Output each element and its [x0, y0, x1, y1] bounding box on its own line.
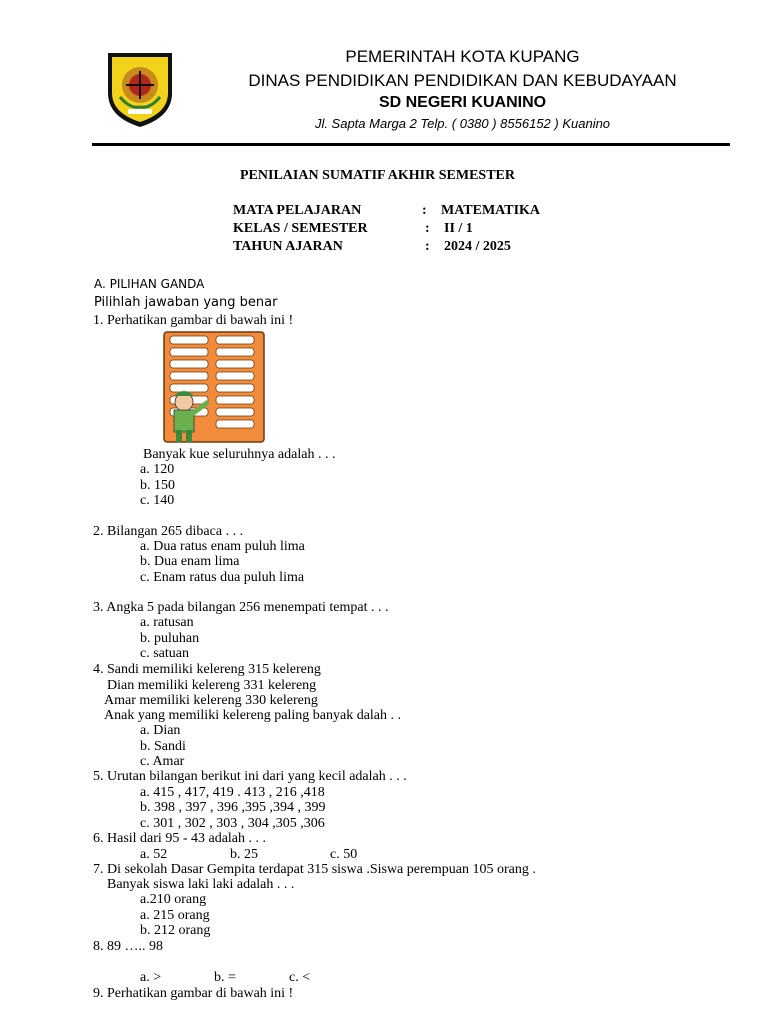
q8-option-a: a. > [140, 970, 162, 985]
q4-option-b: b. Sandi [140, 739, 186, 754]
field-label-subject: MATA PELAJARAN [233, 203, 362, 218]
question-4-line: Anak yang memiliki kelereng paling banyak dalah . . [104, 708, 402, 723]
exam-title: PENILAIAN SUMATIF AKHIR SEMESTER [240, 168, 515, 183]
q3-option-c: c. satuan [140, 646, 189, 661]
field-label-year: TAHUN AJARAN [233, 239, 343, 254]
q1-option-a: a. 120 [140, 462, 175, 477]
q6-option-a: a. 52 [140, 847, 168, 862]
q4-option-a: a. Dian [140, 723, 181, 738]
q6-option-c: c. 50 [330, 847, 358, 862]
question-9-stem: 9. Perhatikan gambar di bawah ini ! [93, 986, 294, 1001]
q6-option-b: b. 25 [230, 847, 258, 862]
q8-option-c: c. < [289, 970, 311, 985]
q2-option-a: a. Dua ratus enam puluh lima [140, 539, 305, 554]
field-label-class: KELAS / SEMESTER [233, 221, 368, 236]
section-title: A. PILIHAN GANDA [94, 277, 205, 291]
question-4-line: Dian memiliki kelereng 331 kelereng [107, 678, 317, 693]
field-colon: : [425, 221, 430, 236]
q5-option-b: b. 398 , 397 , 396 ,395 ,394 , 399 [140, 800, 326, 815]
question-5-stem: 5. Urutan bilangan berikut ini dari yang kecil adalah . . . [93, 769, 407, 784]
question-7-line: 7. Di sekolah Dasar Gempita terdapat 315 siswa .Siswa perempuan 105 orang . [93, 862, 536, 877]
field-value-year: 2024 / 2025 [444, 239, 511, 254]
question-1-stem: 1. Perhatikan gambar di bawah ini ! [93, 313, 294, 328]
q2-option-b: b. Dua enam lima [140, 554, 240, 569]
q5-option-a: a. 415 , 417, 419 . 413 , 216 ,418 [140, 785, 325, 800]
q1-option-c: c. 140 [140, 493, 175, 508]
question-7-line: Banyak siswa laki laki adalah . . . [107, 877, 295, 892]
school-address: Jl. Sapta Marga 2 Telp. ( 0380 ) 8556152 ) Kuanino [314, 116, 611, 131]
question-2-stem: 2. Bilangan 265 dibaca . . . [93, 524, 244, 539]
q4-option-c: c. Amar [140, 754, 185, 769]
field-value-subject: MATEMATIKA [441, 203, 541, 218]
question-3-stem: 3. Angka 5 pada bilangan 256 menempati tempat . . . [93, 600, 389, 615]
q3-option-a: a. ratusan [140, 615, 194, 630]
question-8-stem: 8. 89 ….. 98 [93, 939, 163, 954]
q3-option-b: b. puluhan [140, 631, 200, 646]
school-name: SD NEGERI KUANINO [378, 94, 547, 111]
q7-option-c: b. 212 orang [140, 923, 211, 938]
q1-option-b: b. 150 [140, 478, 175, 493]
government-name: PEMERINTAH KOTA KUPANG [345, 47, 580, 66]
letterhead-divider-thick [92, 144, 730, 146]
question-6-stem: 6. Hasil dari 95 - 43 adalah . . . [93, 831, 267, 846]
q7-option-a: a.210 orang [140, 892, 207, 907]
field-colon: : [422, 203, 427, 218]
question-1-prompt: Banyak kue seluruhnya adalah . . . [143, 447, 336, 462]
question-4-line: Amar memiliki kelereng 330 kelereng [104, 693, 318, 708]
field-value-class: II / 1 [444, 221, 473, 236]
department-name: DINAS PENDIDIKAN PENDIDIKAN DAN KEBUDAYAAN [248, 71, 677, 90]
field-colon: : [425, 239, 430, 254]
q5-option-c: c. 301 , 302 , 303 , 304 ,305 ,306 [140, 816, 325, 831]
q8-option-b: b. = [214, 970, 236, 985]
q2-option-c: c. Enam ratus dua puluh lima [140, 570, 305, 585]
question-4-line: 4. Sandi memiliki kelereng 315 kelereng [93, 662, 321, 677]
city-seal-logo [100, 47, 180, 131]
q7-option-b: a. 215 orang [140, 908, 210, 923]
cake-trays-picture [160, 330, 315, 445]
section-instruction: Pilihlah jawaban yang benar [94, 295, 278, 310]
